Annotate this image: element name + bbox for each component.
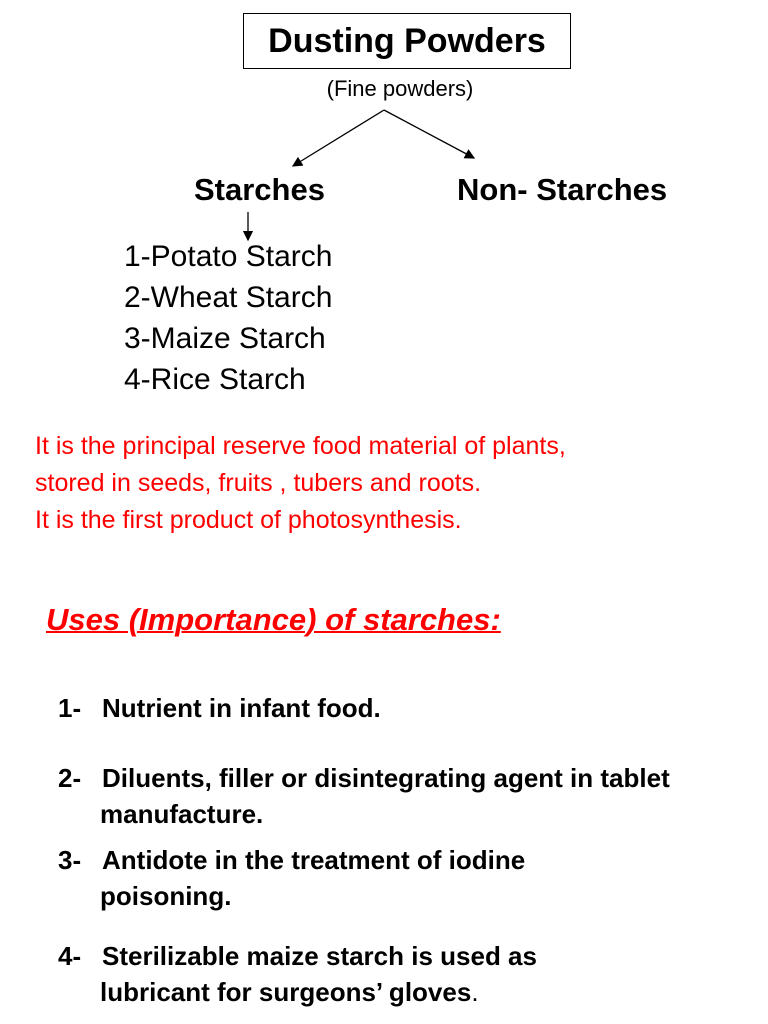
starch-item: 2-Wheat Starch xyxy=(124,281,333,314)
description-line: It is the principal reserve food material of plants, xyxy=(35,432,566,460)
use-item xyxy=(58,842,525,914)
starch-item: 4-Rice Starch xyxy=(124,363,306,396)
non-starches-heading: Non- Starches xyxy=(457,172,668,207)
branch-arrows xyxy=(0,0,768,260)
use-number: 1- xyxy=(58,693,82,723)
use-text-continued-bold: lubricant for surgeons’ gloves xyxy=(100,977,472,1007)
starches-heading: Starches xyxy=(194,172,325,207)
use-item xyxy=(58,760,670,832)
subtitle: (Fine powders) xyxy=(326,76,474,101)
arrow-to-non-starches xyxy=(384,110,474,158)
use-text-continued: poisoning. xyxy=(100,881,232,911)
use-item xyxy=(58,938,537,1010)
arrow-to-starches xyxy=(293,110,384,166)
use-item xyxy=(58,690,381,726)
use-text: Nutrient in infant food. xyxy=(102,693,381,723)
description-line: stored in seeds, fruits , tubers and roots. xyxy=(35,469,482,497)
use-text: Antidote in the treatment of iodine xyxy=(102,845,526,875)
starch-list xyxy=(124,236,332,400)
use-number: 2- xyxy=(58,763,82,793)
use-text: Sterilizable maize starch is used as xyxy=(102,941,537,971)
starch-item: 1-Potato Starch xyxy=(124,240,333,273)
starch-description xyxy=(35,428,566,539)
use-text-period: . xyxy=(471,977,479,1007)
starch-item: 3-Maize Starch xyxy=(124,322,326,355)
uses-heading: Uses (Importance) of starches: xyxy=(46,602,501,637)
use-number: 4- xyxy=(58,941,82,971)
use-text: Diluents, filler or disintegrating agent in tablet xyxy=(102,763,670,793)
description-line: It is the first product of photosynthesis. xyxy=(35,506,462,534)
use-number: 3- xyxy=(58,845,82,875)
page-title-text: Dusting Powders xyxy=(268,21,546,60)
use-text-continued xyxy=(58,974,537,1010)
use-text-continued: manufacture. xyxy=(100,799,264,829)
